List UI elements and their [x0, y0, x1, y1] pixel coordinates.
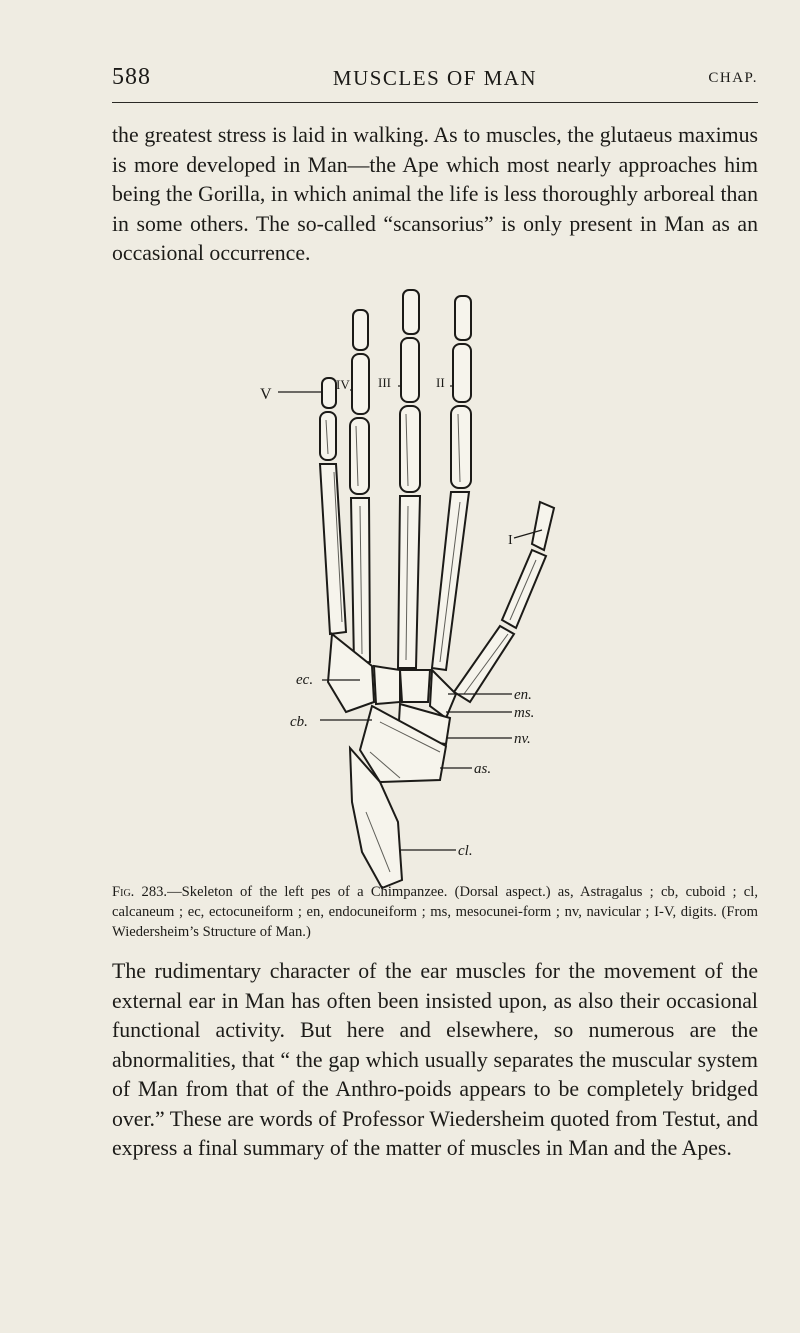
digit-ii-bones: [432, 296, 471, 670]
label-as: as.: [474, 761, 492, 777]
label-digit-iii: III: [378, 375, 391, 390]
foot-skeleton-drawing: [250, 282, 580, 894]
label-ec: ec.: [296, 672, 314, 688]
digit-v-bones: [320, 378, 346, 634]
label-nv: nv.: [514, 731, 531, 747]
label-cl: cl.: [458, 843, 473, 859]
paragraph-bottom: The rudimentary character of the ear muscles for the movement of the external ear in Man has often been insisted upon, as also their occasional functional activity. But here and elsewhere, so numerous are the abnormalities, that “ the gap which usually separates the muscular system of Man from that of the Anthro-poids appears to be completely bridged over.” These are words of Professor Wiedersheim quoted from Testut, and express a final summary of the matter of muscles in Man and the Apes.: [112, 959, 758, 1160]
label-digit-iv: IV: [336, 377, 350, 392]
paragraph-top: the greatest stress is laid in walking. As to muscles, the glutaeus maximus is more developed in Man—the Ape which most nearly approaches him being the Gorilla, in which animal the life is less thoroughly arboreal than in some others. The so-called “scansorius” is only present in Man as an occasional occurrence.: [112, 123, 758, 265]
digit-iv-bones: [350, 310, 370, 664]
label-digit-i: I: [508, 533, 513, 548]
page-number: 588: [112, 64, 151, 90]
foot-skeleton-figure: [250, 282, 580, 894]
digit-i-bones: [454, 502, 554, 702]
label-ms: ms.: [514, 705, 535, 721]
label-en: en.: [514, 687, 532, 703]
running-title: MUSCLES OF MAN: [332, 66, 538, 90]
label-digit-v: V: [260, 386, 272, 403]
digit-iii-bones: [398, 290, 420, 668]
chapter-label: CHAP.: [708, 70, 758, 86]
label-cb: cb.: [290, 714, 308, 730]
caption-text: —Skeleton of the left pes of a Chimpanzee. (Dorsal aspect.) as, Astragalus ; cb, cuboid ; cl, calcaneum ; ec, ectocuneiform ; en, endocuneiform ; ms, mesocunei-form ; nv, navicular ; I-V, digits. (From Wiedersheim’s Structure of Man.): [112, 884, 758, 940]
figure-caption: [112, 882, 758, 942]
label-digit-ii: II: [436, 375, 445, 390]
figure-number: Fig. 283.: [112, 884, 168, 900]
page-header: [112, 62, 758, 103]
